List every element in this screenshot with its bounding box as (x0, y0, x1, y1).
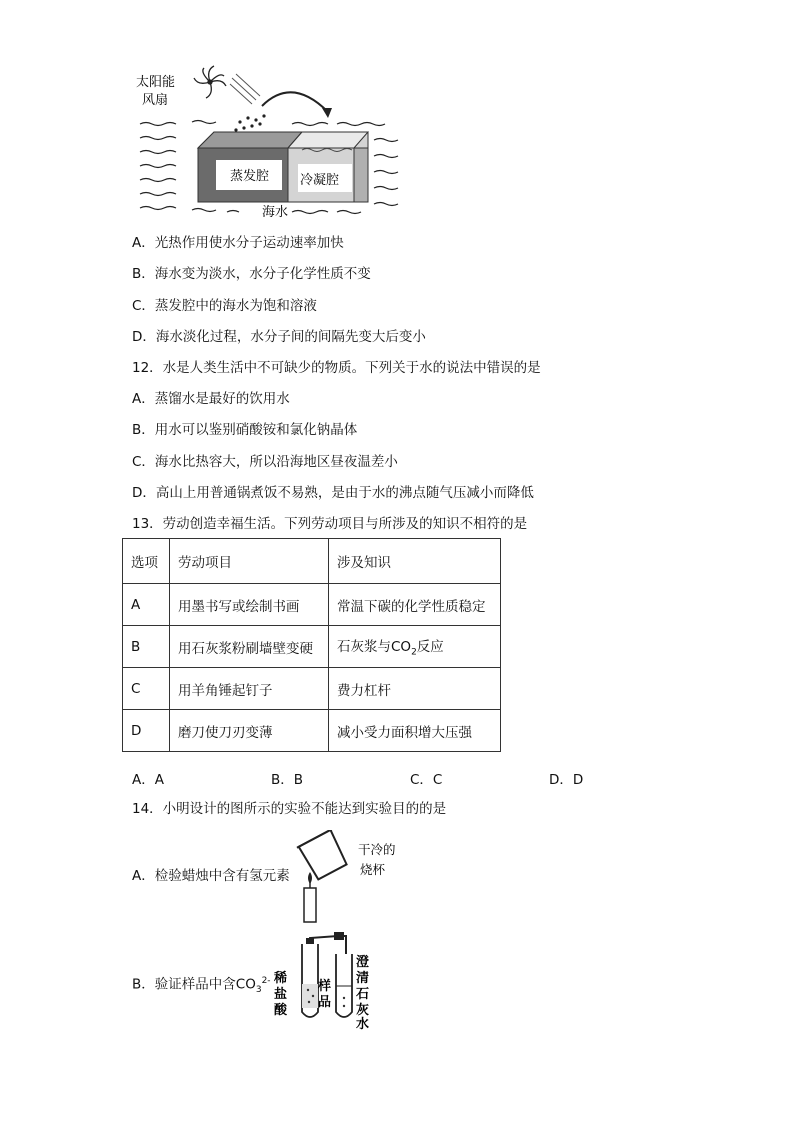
reaction-text: 反应 (416, 639, 444, 656)
q11-option-c: C．蒸发腔中的海水为饱和溶液 (132, 298, 317, 314)
sample-label-1: 样 (318, 979, 332, 994)
cell-knowledge: 减小受力面积增大压强 (329, 710, 501, 752)
co2-text: 石灰浆与CO (337, 639, 412, 656)
sun-rays (230, 74, 260, 104)
fan-label-line2: 风扇 (142, 93, 169, 108)
sea-label: 海水 (262, 205, 289, 220)
co2-subscript: 2 (411, 647, 417, 658)
evaporation-label: 蒸发腔 (230, 169, 270, 184)
cell-labor-item: 磨刀使刀刃变薄 (170, 710, 329, 752)
cell-knowledge: 费力杠杆 (329, 668, 501, 710)
q13-option-b: B．B (271, 772, 304, 788)
table-row (123, 584, 501, 626)
header-option: 选项 (123, 539, 170, 584)
cell-knowledge: 常温下碳的化学性质稳定 (329, 584, 501, 626)
cell-labor-item: 用墨书写或绘制书画 (170, 584, 329, 626)
q12-stem: 12．水是人类生活中不可缺少的物质。下列关于水的说法中错误的是 (132, 360, 541, 376)
beaker (299, 830, 349, 880)
cell-knowledge (329, 626, 501, 668)
q11-option-d: D．海水淡化过程，水分子间的间隔先变大后变小 (132, 329, 426, 345)
fan-label-line1: 太阳能 (136, 75, 176, 90)
acid-label-3: 酸 (274, 1003, 288, 1018)
limewater-label-4: 灰 (356, 1003, 370, 1018)
q13-options (132, 768, 592, 786)
table-header-row (123, 539, 501, 584)
cell-option: C (123, 668, 170, 710)
q12-option-d: D．高山上用普通锅煮饭不易熟，是由于水的沸点随气压减小而降低 (132, 485, 534, 501)
q11-option-a: A．光热作用使水分子运动速率加快 (132, 235, 344, 251)
cell-option: A (123, 584, 170, 626)
candle-beaker-figure (296, 830, 408, 926)
co3-superscript: 2- (261, 976, 271, 986)
q13-table (122, 538, 501, 752)
q14-option-b (132, 972, 271, 999)
beaker-label-line2: 烧杯 (360, 862, 386, 877)
q14-option-a: A．检验蜡烛中含有氢元素 (132, 868, 290, 884)
candle (304, 888, 316, 922)
q12-option-b: B．用水可以鉴别硝酸铵和氯化钠晶体 (132, 422, 358, 438)
q12-option-a: A．蒸馏水是最好的饮用水 (132, 391, 290, 407)
q14-stem: 14．小明设计的图所示的实验不能达到实验目的的是 (132, 801, 447, 817)
sample-label-2: 品 (318, 995, 332, 1010)
limewater-label-1: 澄 (356, 955, 370, 970)
q11-option-b: B．海水变为淡水，水分子化学性质不变 (132, 266, 371, 282)
vapor-arrow (262, 92, 328, 112)
vapor-dots (234, 114, 265, 131)
co3-test-apparatus (272, 926, 390, 1030)
q12-option-c: C．海水比热容大，所以沿海地区昼夜温差小 (132, 454, 398, 470)
fan-icon (194, 66, 226, 98)
co3-subscript: 3 (255, 985, 262, 996)
cell-option: D (123, 710, 170, 752)
acid-label-1: 稀 (274, 971, 288, 986)
header-labor-item: 劳动项目 (170, 539, 329, 584)
q13-option-c: C．C (410, 772, 443, 788)
cell-option: B (123, 626, 170, 668)
table-row (123, 668, 501, 710)
table-row (123, 710, 501, 752)
condensation-label: 冷凝腔 (300, 173, 340, 188)
q13-stem: 13．劳动创造幸福生活。下列劳动项目与所涉及的知识不相符的是 (132, 516, 528, 532)
limewater-label-2: 清 (356, 971, 370, 986)
q14-option-b-text: B．验证样品中含CO (132, 976, 256, 993)
limewater-label-5: 水 (356, 1017, 370, 1030)
limewater-label-3: 石 (356, 987, 370, 1002)
cell-labor-item: 用羊角锤起钉子 (170, 668, 329, 710)
cell-labor-item: 用石灰浆粉刷墙壁变硬 (170, 626, 329, 668)
header-knowledge: 涉及知识 (329, 539, 501, 584)
q13-option-d: D．D (549, 772, 584, 788)
q13-option-a: A．A (132, 772, 164, 788)
desalination-figure (132, 62, 412, 220)
beaker-label-line1: 干冷的 (358, 842, 396, 857)
acid-label-2: 盐 (274, 987, 288, 1002)
table-row (123, 626, 501, 668)
